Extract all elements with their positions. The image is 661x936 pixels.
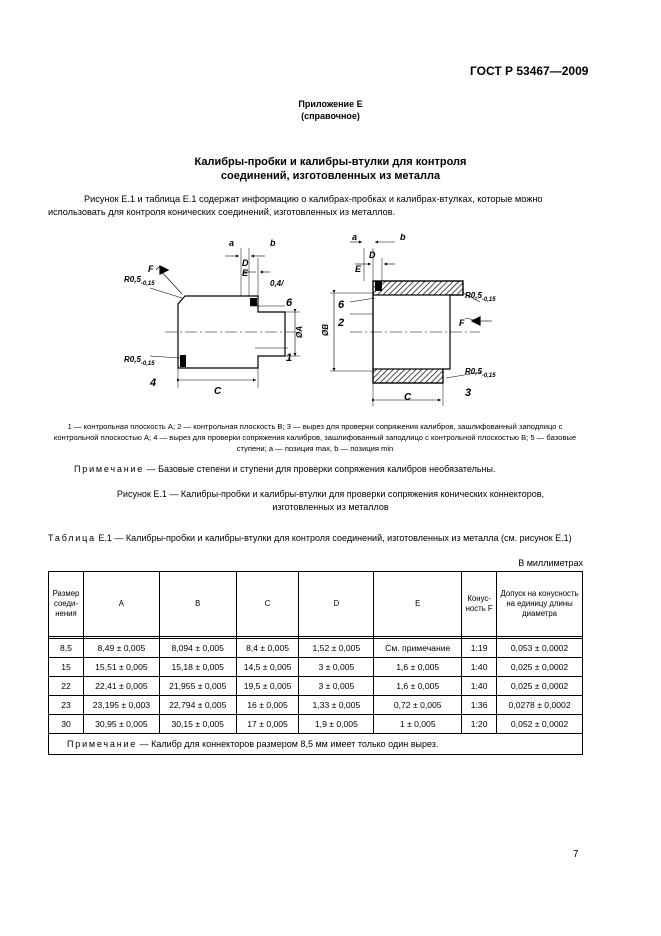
cell: 21,955 ± 0,005	[159, 677, 236, 696]
header-size: Размер соеди-нения	[49, 572, 84, 637]
cell: 0,053 ± 0,0002	[497, 639, 583, 658]
header-b: B	[159, 572, 236, 637]
cell: 1,9 ± 0,005	[299, 715, 374, 734]
cell: 22,794 ± 0,005	[159, 696, 236, 715]
label-1-left: 1	[286, 352, 293, 364]
plug-gauge-drawing	[150, 248, 300, 388]
table-caption	[48, 532, 582, 544]
cell: 1,6 ± 0,005	[374, 658, 462, 677]
label-angle: 0,4/	[270, 279, 284, 288]
cell: 0,72 ± 0,005	[374, 696, 462, 715]
figure-note-text: — Базовые степени и ступени для проверки сопряжения калибров необязательны.	[144, 464, 496, 474]
label-e-left: E	[242, 268, 249, 278]
cell: 22,41 ± 0,005	[83, 677, 159, 696]
section-title-line2: соединений, изготовленных из металла	[220, 170, 441, 182]
cell: 1 ± 0,005	[374, 715, 462, 734]
annex-title: Приложение Е	[298, 99, 363, 109]
label-3-right: 3	[465, 387, 472, 399]
cell: См. примечание	[374, 639, 462, 658]
cell: 1,6 ± 0,005	[374, 677, 462, 696]
figure-caption-line1: Рисунок Е.1 — Калибры-пробки и калибры-втулки для проверки сопряжения конических коннекторов,	[116, 489, 545, 499]
figure-e1-drawing	[110, 228, 540, 410]
table-e1	[48, 571, 583, 755]
cell: 15	[49, 658, 84, 677]
header-a: A	[83, 572, 159, 637]
standard-number: ГОСТ Р 53467—2009	[470, 64, 589, 78]
table-header-row	[49, 572, 583, 637]
table-row	[49, 696, 583, 715]
figure-caption-line2: изготовленных из металлов	[272, 502, 389, 512]
label-d-right: D	[369, 250, 376, 260]
cell: 30,15 ± 0,005	[159, 715, 236, 734]
label-f-left: F	[148, 264, 154, 274]
intro-paragraph: Рисунок Е.1 и таблица Е.1 содержат информацию о калибрах-пробках и калибрах-втулках, которые можно использовать для контроля конических соединений, изготовленных из металлов.	[48, 194, 543, 217]
cell: 0,025 ± 0,0002	[497, 658, 583, 677]
annex-heading	[0, 98, 661, 122]
label-4-left: 4	[150, 377, 157, 389]
label-f-right: F	[459, 318, 465, 328]
label-6-right: 6	[338, 299, 345, 311]
header-c: C	[236, 572, 299, 637]
label-r-top-left: $R0,5_{-0,15}$	[124, 275, 155, 287]
cell: 19,5 ± 0,005	[236, 677, 299, 696]
figure-legend: 1 — контрольная плоскость А; 2 — контрольная плоскость В; 3 — вырез для проверки сопряжения калибров, зашлифованный заподлицо с контрольной плоскостью А; 4 — вырез для проверки сопряжения калибров, зашлифованный заподлицо с контрольной плоскостью В; 5 — базовые ступени; а — позиция max, b — позиция min	[53, 422, 577, 453]
cell: 1:36	[462, 696, 497, 715]
section-title	[0, 155, 661, 183]
header-e: E	[374, 572, 462, 637]
cell: 8,49 ± 0,005	[83, 639, 159, 658]
section-title-line1: Калибры-пробки и калибры-втулки для контроля	[194, 156, 467, 168]
cell: 8,094 ± 0,005	[159, 639, 236, 658]
table-caption-label: Таблица	[48, 533, 96, 543]
cell: 23,195 ± 0,003	[83, 696, 159, 715]
annex-subtitle: (справочное)	[301, 111, 360, 121]
table-row	[49, 677, 583, 696]
table-note-row	[49, 734, 583, 755]
cell: 16 ± 0,005	[236, 696, 299, 715]
cell: 1:19	[462, 639, 497, 658]
cell: 23	[49, 696, 84, 715]
table-caption-text: Е.1 — Калибры-пробки и калибры-втулки для контроля соединений, изготовленных из металла (см. рисунок Е.1)	[95, 533, 572, 543]
label-r-bottom-left: $R0,5_{-0,15}$	[124, 355, 155, 367]
label-2-right: 2	[338, 317, 345, 329]
table-note-text: — Калибр для коннекторов размером 8,5 мм имеет только один вырез.	[137, 739, 439, 749]
label-c-right: C	[404, 392, 412, 403]
cell: 30	[49, 715, 84, 734]
cell: 0,025 ± 0,0002	[497, 677, 583, 696]
cell: 8,4 ± 0,005	[236, 639, 299, 658]
cell: 30,95 ± 0,005	[83, 715, 159, 734]
table-row	[49, 715, 583, 734]
page-number: 7	[573, 849, 579, 860]
cell: 0,0278 ± 0,0002	[497, 696, 583, 715]
cell: 1:40	[462, 658, 497, 677]
table-row	[49, 658, 583, 677]
cell: 3 ± 0,005	[299, 677, 374, 696]
cell: 14,5 ± 0,005	[236, 658, 299, 677]
cell: 22	[49, 677, 84, 696]
label-d-left: D	[242, 258, 249, 268]
header-tolerance: Допуск на конусность на единицу длины диаметра	[497, 572, 583, 637]
header-taper: Конус-ность F	[462, 572, 497, 637]
label-6-left: 6	[286, 297, 293, 309]
label-dia-a: ØA	[295, 326, 304, 338]
cell: 3 ± 0,005	[299, 658, 374, 677]
figure-note	[74, 464, 496, 474]
label-a-left: a	[229, 238, 235, 248]
table-note	[49, 734, 583, 755]
cell: 1:40	[462, 677, 497, 696]
label-b-left: b	[270, 238, 276, 248]
table-note-label: Примечание	[67, 739, 138, 749]
label-dia-b: ØB	[321, 324, 330, 336]
cell: 8,5	[49, 639, 84, 658]
cell: 17 ± 0,005	[236, 715, 299, 734]
figure-note-label: Примечание	[74, 464, 145, 474]
label-a-right: a	[352, 232, 358, 242]
table-row	[49, 639, 583, 658]
label-e-right: E	[355, 264, 362, 274]
cell: 0,052 ± 0,0002	[497, 715, 583, 734]
label-c-left: C	[214, 386, 222, 397]
cell: 15,18 ± 0,005	[159, 658, 236, 677]
label-r-top-right: $R0,5_{-0,15}$	[465, 291, 496, 303]
cell: 15,51 ± 0,005	[83, 658, 159, 677]
cell: 1,33 ± 0,005	[299, 696, 374, 715]
figure-caption	[0, 488, 661, 514]
cell: 1:20	[462, 715, 497, 734]
label-r-bottom-right: $R0,5_{-0,15}$	[465, 367, 496, 379]
table-units: В миллиметрах	[518, 558, 583, 568]
cell: 1,52 ± 0,005	[299, 639, 374, 658]
header-d: D	[299, 572, 374, 637]
label-b-right: b	[400, 232, 406, 242]
